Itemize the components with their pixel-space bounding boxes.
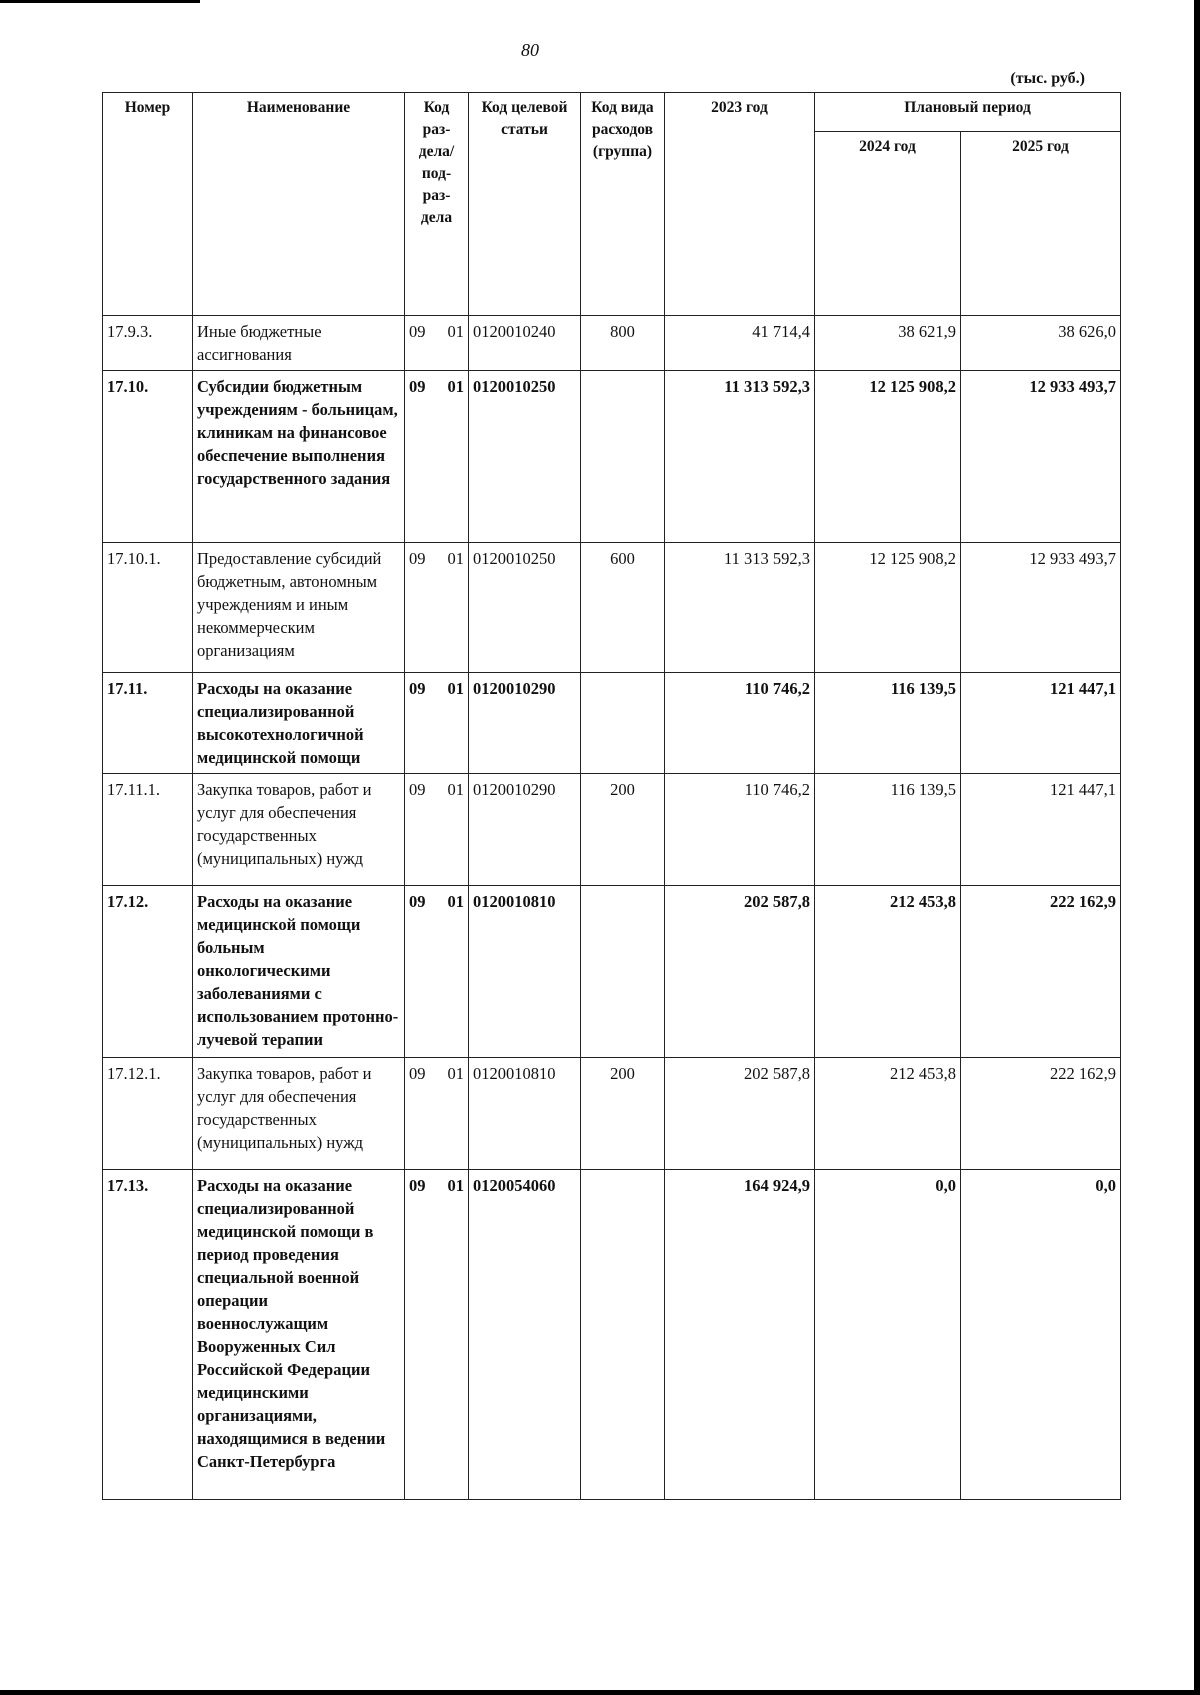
section-code-cell xyxy=(405,316,469,371)
amount-2024: 212 453,8 xyxy=(815,1058,961,1170)
amount-2024: 0,0 xyxy=(815,1170,961,1500)
section-code-cell xyxy=(405,886,469,1058)
amount-2023: 11 313 592,3 xyxy=(665,543,815,673)
section-code-cell xyxy=(405,673,469,774)
row-number: 17.9.3. xyxy=(103,316,193,371)
header-target-code: Код целевой статьи xyxy=(469,93,581,316)
table-row xyxy=(103,371,1121,543)
amount-2023: 41 714,4 xyxy=(665,316,815,371)
amount-2023: 110 746,2 xyxy=(665,673,815,774)
header-name: Наименование xyxy=(193,93,405,316)
section-code: 09 xyxy=(409,377,426,396)
row-name: Расходы на оказание специализированной медицинской помощи в период проведения специальной военной операции военнослужащим Вооруженных Сил Российской Федерации медицинскими организациями, находящимися в ведении Санкт-Петербурга xyxy=(193,1170,405,1500)
row-number: 17.13. xyxy=(103,1170,193,1500)
amount-2025: 222 162,9 xyxy=(961,1058,1121,1170)
section-code-cell xyxy=(405,543,469,673)
table-row xyxy=(103,673,1121,774)
target-code: 0120010290 xyxy=(469,774,581,886)
table-row xyxy=(103,774,1121,886)
section-code: 09 xyxy=(409,1064,426,1083)
row-number: 17.12. xyxy=(103,886,193,1058)
section-code-cell xyxy=(405,774,469,886)
table-row xyxy=(103,1058,1121,1170)
subsection-code: 01 xyxy=(447,1064,464,1083)
target-code: 0120054060 xyxy=(469,1170,581,1500)
row-name: Иные бюджетные ассигнования xyxy=(193,316,405,371)
amount-2025: 12 933 493,7 xyxy=(961,543,1121,673)
header-row-1 xyxy=(103,93,1121,132)
row-name: Закупка товаров, работ и услуг для обеспечения государственных (муниципальных) нужд xyxy=(193,1058,405,1170)
target-code: 0120010250 xyxy=(469,371,581,543)
target-code: 0120010810 xyxy=(469,1058,581,1170)
amount-2023: 11 313 592,3 xyxy=(665,371,815,543)
subsection-code: 01 xyxy=(447,549,464,568)
section-code: 09 xyxy=(409,679,426,698)
section-code-cell xyxy=(405,1058,469,1170)
row-name: Расходы на оказание медицинской помощи больным онкологическими заболеваниями с использованием протонно-лучевой терапии xyxy=(193,886,405,1058)
header-plan-period: Плановый период xyxy=(815,93,1121,132)
table-row xyxy=(103,316,1121,371)
amount-2025: 222 162,9 xyxy=(961,886,1121,1058)
amount-2024: 38 621,9 xyxy=(815,316,961,371)
scan-border-top xyxy=(0,0,200,3)
table-body xyxy=(103,316,1121,1500)
header-year-2025: 2025 год xyxy=(961,132,1121,316)
target-code: 0120010290 xyxy=(469,673,581,774)
expense-type-code: 200 xyxy=(581,774,665,886)
row-number: 17.12.1. xyxy=(103,1058,193,1170)
amount-2025: 121 447,1 xyxy=(961,673,1121,774)
amount-2025: 12 933 493,7 xyxy=(961,371,1121,543)
amount-2025: 121 447,1 xyxy=(961,774,1121,886)
target-code: 0120010240 xyxy=(469,316,581,371)
amount-2024: 12 125 908,2 xyxy=(815,543,961,673)
expense-type-code xyxy=(581,673,665,774)
subsection-code: 01 xyxy=(447,780,464,799)
amount-2023: 110 746,2 xyxy=(665,774,815,886)
target-code: 0120010250 xyxy=(469,543,581,673)
table-row xyxy=(103,543,1121,673)
scan-border-right xyxy=(1194,0,1200,1695)
row-name: Расходы на оказание специализированной высокотехнологичной медицинской помощи xyxy=(193,673,405,774)
table-row xyxy=(103,886,1121,1058)
header-year-2023: 2023 год xyxy=(665,93,815,316)
amount-2025: 38 626,0 xyxy=(961,316,1121,371)
row-name: Субсидии бюджетным учреждениям - больницам, клиникам на финансовое обеспечение выполнения государственного задания xyxy=(193,371,405,543)
expense-type-code xyxy=(581,371,665,543)
section-code: 09 xyxy=(409,322,426,341)
amount-2024: 116 139,5 xyxy=(815,774,961,886)
row-number: 17.10.1. xyxy=(103,543,193,673)
amount-2023: 164 924,9 xyxy=(665,1170,815,1500)
section-code: 09 xyxy=(409,1176,426,1195)
amount-2023: 202 587,8 xyxy=(665,886,815,1058)
table-row xyxy=(103,1170,1121,1500)
section-code-cell xyxy=(405,1170,469,1500)
page-number: 80 xyxy=(521,40,539,60)
expense-type-code xyxy=(581,886,665,1058)
row-name: Предоставление субсидий бюджетным, автономным учреждениям и иным некоммерческим организациям xyxy=(193,543,405,673)
target-code: 0120010810 xyxy=(469,886,581,1058)
section-code: 09 xyxy=(409,780,426,799)
amount-2024: 12 125 908,2 xyxy=(815,371,961,543)
section-code-cell xyxy=(405,371,469,543)
row-number: 17.11.1. xyxy=(103,774,193,886)
subsection-code: 01 xyxy=(447,679,464,698)
subsection-code: 01 xyxy=(447,1176,464,1195)
units-label: (тыс. руб.) xyxy=(1010,70,1085,87)
header-number: Номер xyxy=(103,93,193,316)
section-code: 09 xyxy=(409,549,426,568)
subsection-code: 01 xyxy=(447,377,464,396)
amount-2023: 202 587,8 xyxy=(665,1058,815,1170)
amount-2024: 116 139,5 xyxy=(815,673,961,774)
subsection-code: 01 xyxy=(447,322,464,341)
expense-type-code: 600 xyxy=(581,543,665,673)
amount-2025: 0,0 xyxy=(961,1170,1121,1500)
section-code: 09 xyxy=(409,892,426,911)
scan-border-bottom xyxy=(0,1690,1200,1695)
row-number: 17.10. xyxy=(103,371,193,543)
row-name: Закупка товаров, работ и услуг для обеспечения государственных (муниципальных) нужд xyxy=(193,774,405,886)
header-section-code: Код раз-дела/ под-раз-дела xyxy=(405,93,469,316)
expense-type-code: 800 xyxy=(581,316,665,371)
amount-2024: 212 453,8 xyxy=(815,886,961,1058)
expense-type-code xyxy=(581,1170,665,1500)
header-year-2024: 2024 год xyxy=(815,132,961,316)
row-number: 17.11. xyxy=(103,673,193,774)
budget-table xyxy=(102,92,1121,1500)
header-expense-type-code: Код вида расходов (группа) xyxy=(581,93,665,316)
subsection-code: 01 xyxy=(447,892,464,911)
expense-type-code: 200 xyxy=(581,1058,665,1170)
